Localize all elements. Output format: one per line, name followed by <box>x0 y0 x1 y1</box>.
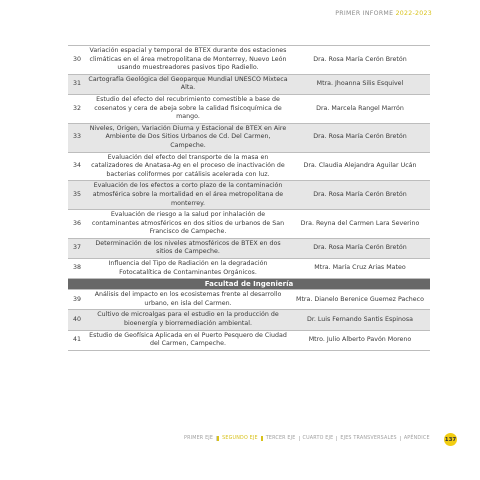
row-number: 34 <box>72 162 81 170</box>
section-header: Facultad de Ingeniería <box>68 279 430 290</box>
project-title: Evaluación del efecto del transporte de la masa en catalizadores de Anatasa-Ag en el proceso de inactivación de bacterias coliformes por catálisis acelerada con luz. <box>91 153 285 178</box>
row-number: 30 <box>72 55 81 63</box>
table-row <box>68 46 430 75</box>
project-author: Mtra. Dianelo Berenice Guemez Pacheco <box>296 295 424 303</box>
project-title: Evaluación de riesgo a la salud por inhalación de contaminantes atmosféricos en dos sitios de urbanos de San Francisco de Campeche. <box>91 211 285 236</box>
report-label: PRIMER INFORME <box>335 10 394 17</box>
project-author: Dra. Reyna del Carmen Lara Severino <box>300 219 420 227</box>
table-row <box>68 310 430 330</box>
footer-tab[interactable]: CUARTO EJE <box>300 436 338 441</box>
project-author: Dra. Rosa María Cerón Bretón <box>313 244 407 252</box>
projects-table <box>68 45 430 351</box>
table-row <box>68 259 430 279</box>
project-title: Estudio de Geofísica Aplicada en el Puerto Pesquero de Ciudad del Carmen, Campeche. <box>89 331 287 348</box>
table-row <box>68 124 430 153</box>
row-number: 39 <box>72 295 81 303</box>
table-row <box>68 239 430 259</box>
project-title: Niveles, Origen, Variación Diurna y Estacional de BTEX en Aire Ambiente de Dos Sitios Urbanos de Cd. Del Carmen, Campeche. <box>89 124 287 149</box>
table-body-a <box>68 46 430 279</box>
project-author: Dra. Rosa María Cerón Bretón <box>313 55 407 63</box>
table-row <box>68 95 430 124</box>
project-title: Cartografía Geológica del Geoparque Mundial UNESCO Mixteca Alta. <box>88 75 288 92</box>
project-author: Dr. Luis Fernando Santis Espinosa <box>307 315 413 323</box>
row-number: 37 <box>72 244 81 252</box>
row-number: 38 <box>72 264 81 272</box>
report-years: 2022-2023 <box>395 10 432 17</box>
project-author: Dra. Rosa María Cerón Bretón <box>313 133 407 141</box>
project-title: Determinación de los niveles atmosféricos de BTEX en dos sitios de Campeche. <box>95 239 281 256</box>
row-number: 32 <box>72 104 81 112</box>
project-author: Dra. Claudia Alejandra Aguilar Ucán <box>303 162 417 170</box>
footer-tab[interactable]: PRIMER EJE <box>181 436 217 441</box>
project-author: Mtro. Julio Alberto Pavón Moreno <box>308 335 412 343</box>
project-title: Evaluación de los efectos a corto plazo de la contaminación atmosférica sobre la mortalidad en el área metropolitana de monterrey. <box>92 182 284 207</box>
project-title: Análisis del impacto en los ecosistemas frente al desarrollo urbano, en isla del Carmen. <box>94 291 282 307</box>
project-title: Influencia del Tipo de Radiación en la degradación Fotocatalítica de Contaminantes Orgánicos. <box>108 260 268 276</box>
row-number: 33 <box>72 133 81 141</box>
footer-tab[interactable]: APÉNDICE <box>403 436 430 441</box>
table-row <box>68 181 430 210</box>
footer-tab[interactable]: EJES TRANSVERSALES <box>337 436 400 441</box>
row-number: 36 <box>72 219 81 227</box>
table-row <box>68 331 430 351</box>
project-author: Mtra. Jhoanna Silis Esquivel <box>316 80 404 88</box>
footer-nav <box>181 436 433 441</box>
row-number: 35 <box>72 190 81 198</box>
row-number: 41 <box>72 335 81 343</box>
table-row <box>68 210 430 239</box>
project-author: Dra. Rosa María Cerón Bretón <box>313 190 407 198</box>
project-title: Cultivo de microalgas para el estudio en la producción de bioenergía y biorremediación ambiental. <box>97 311 279 328</box>
footer-tab[interactable]: SEGUNDO EJE <box>217 436 263 441</box>
table-body-b <box>68 290 430 351</box>
row-number: 31 <box>72 80 81 88</box>
page-number: 137 <box>444 433 457 446</box>
table-row <box>68 153 430 182</box>
footer-tab[interactable]: TERCER EJE <box>263 436 300 441</box>
project-title: Estudio del efecto del recubrimiento comestible a base de cosenatos y cera de abeja sobre la calidad fisicoquímica de mango. <box>94 95 282 121</box>
project-author: Mtra. María Cruz Arias Mateo <box>314 264 406 272</box>
row-number: 40 <box>72 315 81 323</box>
table-row <box>68 290 430 310</box>
project-author: Dra. Marcela Rangel Marrón <box>316 104 404 112</box>
project-title: Variación espacial y temporal de BTEX durante dos estaciones climáticas en el área metropolitana de Monterrey, Nuevo León usando muestreadores pasivos tipo Radiello. <box>89 47 287 72</box>
page-header <box>335 10 432 17</box>
table-row <box>68 75 430 95</box>
